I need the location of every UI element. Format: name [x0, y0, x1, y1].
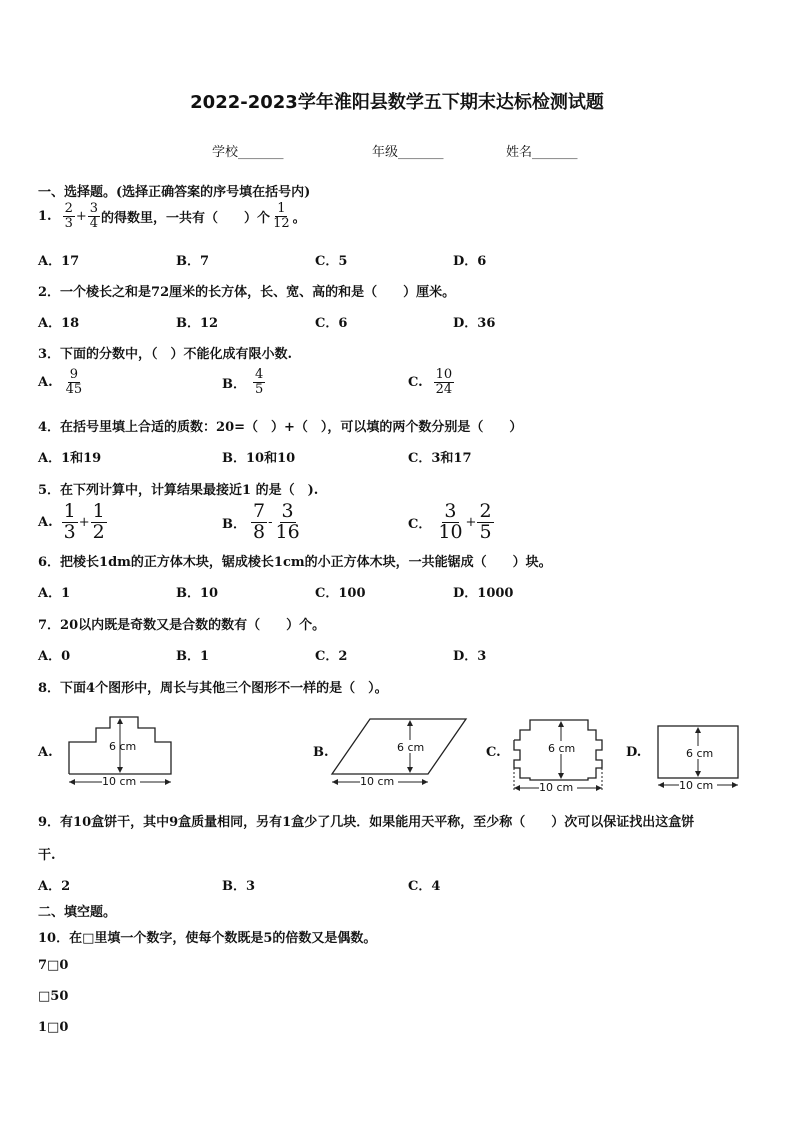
section-choice-heading: 一、选择题。(选择正确答案的序号填在括号内) [38, 185, 311, 200]
q5-b-fraction-2: $\frac{3}{16}$ [275, 500, 300, 543]
q1-option-a[interactable]: A．17 [38, 254, 80, 269]
school-field: 学校_______ [212, 145, 284, 160]
q8-figure-b-height-label: 6 cm [397, 741, 425, 754]
q9-option-a[interactable]: A．2 [38, 879, 71, 894]
q5-b-fraction-1: $\frac{7}{8}$ [253, 500, 266, 543]
q10-item-1[interactable]: 7□0 [38, 958, 69, 973]
q5-a-fraction-1: $\frac{1}{3}$ [63, 500, 76, 543]
q8-figure-a[interactable] [62, 712, 182, 792]
q5-c-operator: + [465, 514, 477, 530]
q5-option-a[interactable] [38, 502, 108, 543]
section-fill-heading: 二、填空题。 [38, 905, 117, 920]
q5-option-c-label: C． [408, 516, 432, 532]
q1-option-b[interactable]: B．7 [176, 254, 210, 269]
q1-option-d[interactable]: D．6 [453, 254, 487, 269]
name-field: 姓名_______ [506, 145, 578, 160]
q6-option-b[interactable]: B．10 [176, 586, 219, 601]
q8-figure-d-width-label: 10 cm [679, 779, 714, 792]
q5-a-fraction-2: $\frac{1}{2}$ [92, 500, 105, 543]
q1-fraction-3: $\frac{1}{12}$ [273, 201, 290, 231]
q7-option-c[interactable]: C．2 [315, 649, 348, 664]
q4-option-c[interactable]: C．3和17 [408, 451, 472, 466]
q8-figure-c[interactable] [506, 712, 610, 796]
question-9-line-2: 干. [38, 848, 56, 863]
q1-plus: + [75, 208, 87, 224]
q3-option-b-label: B． [222, 376, 246, 392]
q8-figure-d[interactable] [650, 712, 750, 792]
q3-option-a[interactable] [38, 368, 85, 396]
question-10: 10．在□里填一个数字，使每个数既是5的倍数又是偶数。 [38, 931, 377, 946]
q5-option-c[interactable] [408, 502, 495, 543]
question-4: 4．在括号里填上合适的质数：20=（ ）+（ ），可以填的两个数分别是（ ） [38, 420, 523, 435]
q5-option-a-label: A. [38, 514, 53, 530]
q8-option-c-label[interactable]: C. [486, 745, 501, 760]
q3-option-a-fraction: $\frac{9}{45}$ [65, 367, 83, 397]
q3-option-b-fraction: $\frac{4}{5}$ [255, 367, 264, 397]
q10-item-2[interactable]: □50 [38, 989, 69, 1004]
q8-option-b-label[interactable]: B. [313, 745, 329, 760]
q8-figure-b[interactable] [330, 712, 470, 792]
q2-option-b[interactable]: B．12 [176, 316, 219, 331]
q1-text: 的得数里，一共有（ ）个 [101, 210, 271, 226]
q9-option-c[interactable]: C．4 [408, 879, 441, 894]
q3-option-a-label: A. [38, 374, 53, 390]
q8-option-d-label[interactable]: D. [626, 745, 642, 760]
q4-option-a[interactable]: A．1和19 [38, 451, 102, 466]
q8-figure-b-width-label: 10 cm [360, 775, 395, 788]
q1-number: 1. [38, 208, 52, 224]
q3-option-c-label: C. [408, 374, 423, 390]
q6-option-a[interactable]: A．1 [38, 586, 71, 601]
q1-option-c[interactable]: C．5 [315, 254, 348, 269]
page-title: 2022-2023学年淮阳县数学五下期末达标检测试题 [190, 92, 604, 113]
question-1 [38, 202, 306, 230]
q5-b-operator: - [268, 514, 273, 530]
q2-option-c[interactable]: C．6 [315, 316, 348, 331]
q3-option-c-fraction: $\frac{10}{24}$ [435, 367, 453, 397]
q1-fraction-1: $\frac{2}{3}$ [64, 201, 73, 231]
q7-option-a[interactable]: A．0 [38, 649, 71, 664]
q5-c-fraction-1: $\frac{3}{10}$ [438, 500, 463, 543]
question-9-line-1: 9．有10盒饼干，其中9盒质量相同，另有1盒少了几块．如果能用天平称，至少称（ ）次可以保证找出这盒饼 [38, 815, 695, 830]
question-3: 3．下面的分数中，（ ）不能化成有限小数. [38, 347, 293, 362]
q8-figure-c-height-label: 6 cm [548, 742, 576, 755]
q8-figure-a-width-label: 10 cm [102, 775, 137, 788]
q7-option-d[interactable]: D．3 [453, 649, 487, 664]
q3-option-c[interactable] [408, 368, 455, 396]
q2-option-d[interactable]: D．36 [453, 316, 496, 331]
q5-a-operator: + [78, 514, 90, 530]
q8-option-a-label[interactable]: A. [38, 745, 53, 760]
q3-option-b[interactable] [222, 368, 266, 396]
q5-c-fraction-2: $\frac{2}{5}$ [479, 500, 492, 543]
q8-figure-d-height-label: 6 cm [686, 747, 714, 760]
q5-option-b-label: B． [222, 516, 246, 532]
q7-option-b[interactable]: B．1 [176, 649, 210, 664]
q1-end: 。 [292, 210, 306, 226]
question-8: 8．下面4个图形中，周长与其他三个图形不一样的是（ ）。 [38, 681, 388, 696]
q4-option-b[interactable]: B．10和10 [222, 451, 296, 466]
q10-item-3[interactable]: 1□0 [38, 1020, 69, 1035]
q1-fraction-2: $\frac{3}{4}$ [89, 201, 99, 231]
q6-option-d[interactable]: D．1000 [453, 586, 514, 601]
q9-option-b[interactable]: B．3 [222, 879, 256, 894]
q2-option-a[interactable]: A．18 [38, 316, 80, 331]
q8-figure-a-height-label: 6 cm [109, 740, 137, 753]
q8-figure-c-width-label: 10 cm [539, 781, 574, 794]
q5-option-b[interactable] [222, 502, 303, 543]
grade-field: 年级_______ [372, 145, 444, 160]
question-2: 2．一个棱长之和是72厘米的长方体，长、宽、高的和是（ ）厘米。 [38, 285, 456, 300]
question-7: 7．20以内既是奇数又是合数的数有（ ）个。 [38, 618, 326, 633]
question-5: 5．在下列计算中，计算结果最接近1 的是（ ). [38, 483, 319, 498]
question-6: 6．把棱长1dm的正方体木块，锯成棱长1cm的小正方体木块，一共能锯成（ ）块。 [38, 555, 552, 570]
q6-option-c[interactable]: C．100 [315, 586, 366, 601]
